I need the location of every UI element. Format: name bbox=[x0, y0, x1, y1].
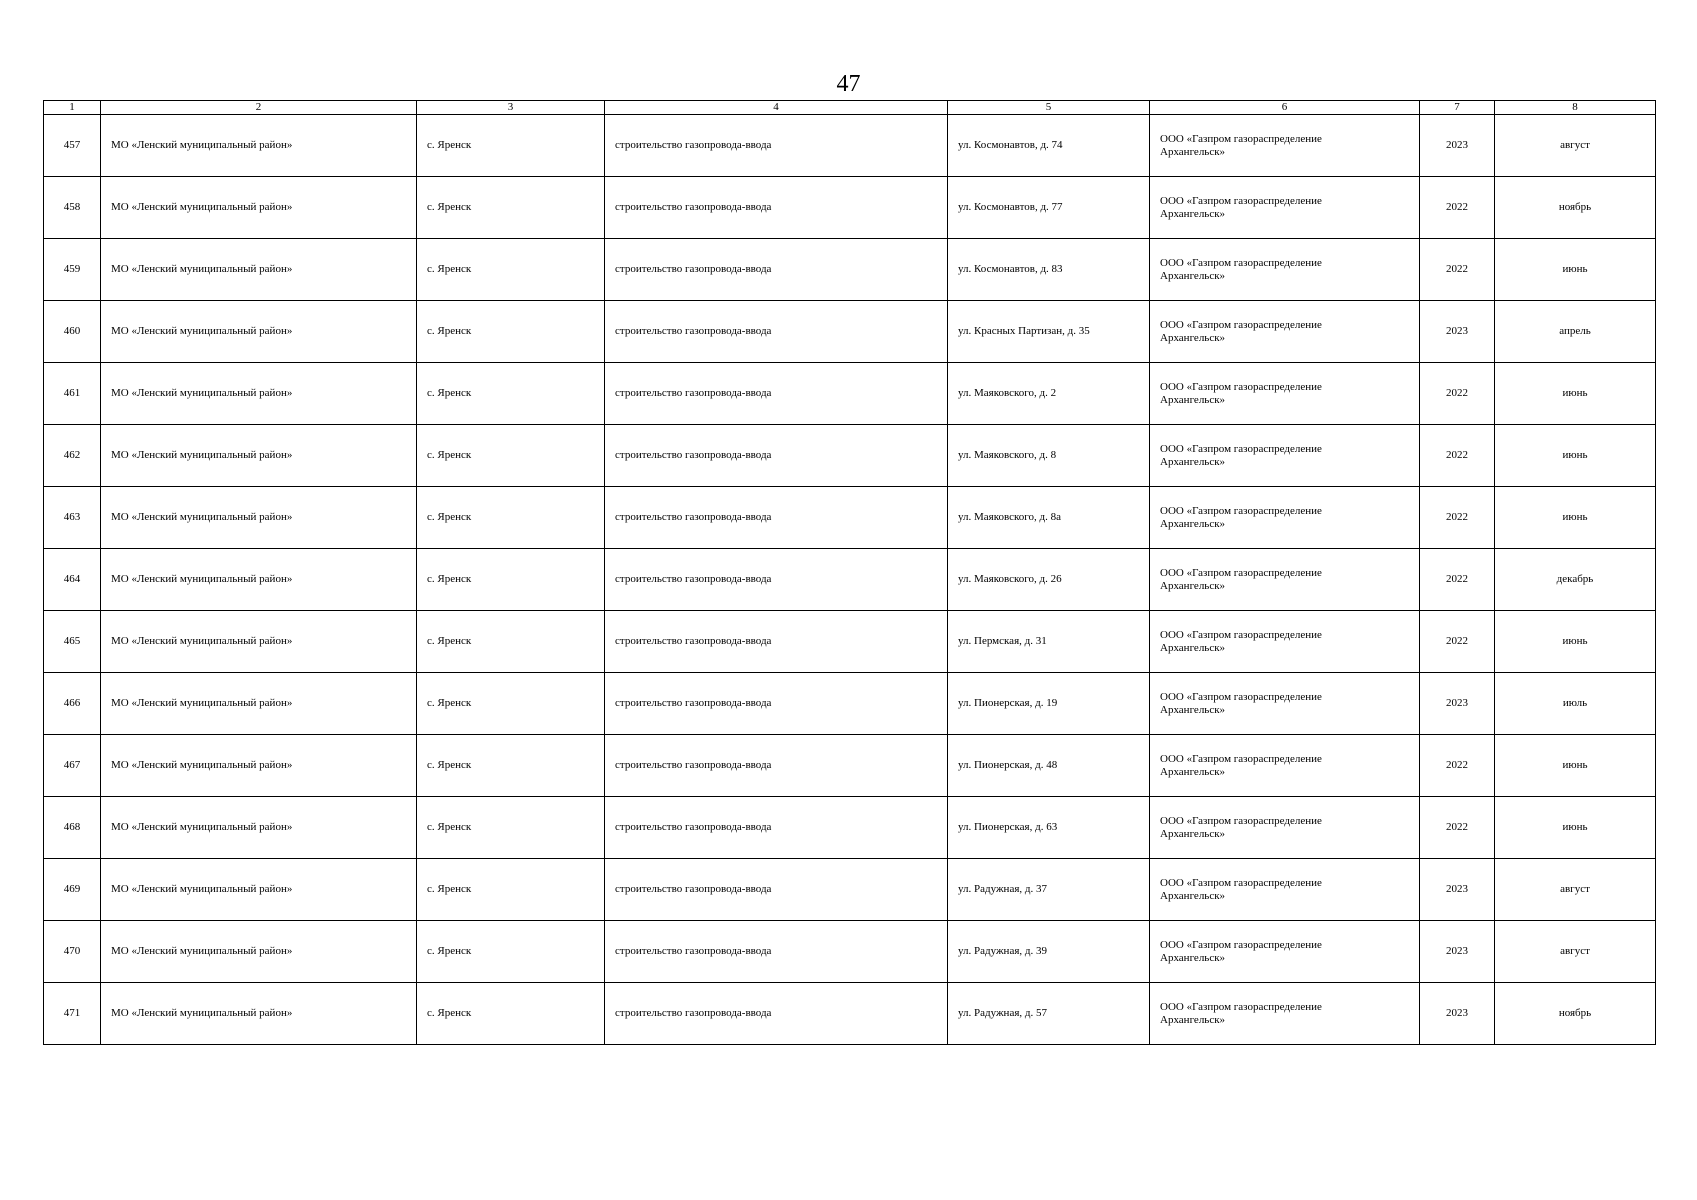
row-number-cell: 460 bbox=[44, 301, 101, 363]
work-type-cell: строительство газопровода-ввода bbox=[605, 549, 948, 611]
address-cell: ул. Радужная, д. 57 bbox=[948, 983, 1150, 1045]
year-cell: 2022 bbox=[1420, 549, 1495, 611]
year-cell: 2022 bbox=[1420, 797, 1495, 859]
address-cell: ул. Маяковского, д. 2 bbox=[948, 363, 1150, 425]
organization-line-1: ООО «Газпром газораспределение bbox=[1160, 690, 1322, 703]
row-number-cell: 464 bbox=[44, 549, 101, 611]
month-cell: ноябрь bbox=[1495, 177, 1656, 239]
organization-line-2: Архангельск» bbox=[1160, 827, 1226, 840]
settlement-cell: с. Яренск bbox=[417, 425, 605, 487]
row-number-cell: 462 bbox=[44, 425, 101, 487]
row-number-cell: 461 bbox=[44, 363, 101, 425]
organization-line-1: ООО «Газпром газораспределение bbox=[1160, 628, 1322, 641]
row-number-cell: 466 bbox=[44, 673, 101, 735]
address-cell: ул. Маяковского, д. 26 bbox=[948, 549, 1150, 611]
organization-line-1: ООО «Газпром газораспределение bbox=[1160, 752, 1322, 765]
organization-cell bbox=[1150, 859, 1420, 921]
municipality-cell: МО «Ленский муниципальный район» bbox=[101, 859, 417, 921]
month-cell: декабрь bbox=[1495, 549, 1656, 611]
organization-line-2: Архангельск» bbox=[1160, 455, 1226, 468]
column-header: 7 bbox=[1420, 101, 1495, 115]
row-number-cell: 465 bbox=[44, 611, 101, 673]
table-row bbox=[44, 425, 1656, 487]
organization-cell bbox=[1150, 983, 1420, 1045]
address-cell: ул. Космонавтов, д. 77 bbox=[948, 177, 1150, 239]
row-number-cell: 457 bbox=[44, 115, 101, 177]
page-number: 47 bbox=[836, 71, 861, 97]
column-header: 6 bbox=[1150, 101, 1420, 115]
year-cell: 2022 bbox=[1420, 363, 1495, 425]
settlement-cell: с. Яренск bbox=[417, 921, 605, 983]
organization-line-1: ООО «Газпром газораспределение bbox=[1160, 256, 1322, 269]
organization-line-2: Архангельск» bbox=[1160, 269, 1226, 282]
municipality-cell: МО «Ленский муниципальный район» bbox=[101, 983, 417, 1045]
settlement-cell: с. Яренск bbox=[417, 239, 605, 301]
month-cell: июнь bbox=[1495, 363, 1656, 425]
organization-line-2: Архангельск» bbox=[1160, 145, 1226, 158]
column-header: 3 bbox=[417, 101, 605, 115]
organization-line-2: Архангельск» bbox=[1160, 331, 1226, 344]
month-cell: июнь bbox=[1495, 239, 1656, 301]
address-cell: ул. Красных Партизан, д. 35 bbox=[948, 301, 1150, 363]
organization-line-1: ООО «Газпром газораспределение bbox=[1160, 442, 1322, 455]
organization-cell bbox=[1150, 797, 1420, 859]
organization-line-2: Архангельск» bbox=[1160, 579, 1226, 592]
organization-line-1: ООО «Газпром газораспределение bbox=[1160, 380, 1322, 393]
organization-cell bbox=[1150, 425, 1420, 487]
work-type-cell: строительство газопровода-ввода bbox=[605, 921, 948, 983]
settlement-cell: с. Яренск bbox=[417, 301, 605, 363]
month-cell: апрель bbox=[1495, 301, 1656, 363]
work-type-cell: строительство газопровода-ввода bbox=[605, 363, 948, 425]
organization-line-1: ООО «Газпром газораспределение bbox=[1160, 318, 1322, 331]
table-row bbox=[44, 115, 1656, 177]
organization-line-2: Архангельск» bbox=[1160, 1013, 1226, 1026]
address-cell: ул. Маяковского, д. 8 bbox=[948, 425, 1150, 487]
column-header: 1 bbox=[44, 101, 101, 115]
table-row bbox=[44, 859, 1656, 921]
work-type-cell: строительство газопровода-ввода bbox=[605, 487, 948, 549]
organization-line-1: ООО «Газпром газораспределение bbox=[1160, 876, 1322, 889]
organization-line-2: Архангельск» bbox=[1160, 517, 1226, 530]
work-type-cell: строительство газопровода-ввода bbox=[605, 797, 948, 859]
table-row bbox=[44, 301, 1656, 363]
year-cell: 2023 bbox=[1420, 673, 1495, 735]
municipality-cell: МО «Ленский муниципальный район» bbox=[101, 115, 417, 177]
month-cell: ноябрь bbox=[1495, 983, 1656, 1045]
month-cell: июнь bbox=[1495, 487, 1656, 549]
table-row bbox=[44, 487, 1656, 549]
organization-line-2: Архангельск» bbox=[1160, 207, 1226, 220]
municipality-cell: МО «Ленский муниципальный район» bbox=[101, 363, 417, 425]
row-number-cell: 463 bbox=[44, 487, 101, 549]
column-header: 4 bbox=[605, 101, 948, 115]
month-cell: август bbox=[1495, 921, 1656, 983]
settlement-cell: с. Яренск bbox=[417, 487, 605, 549]
organization-line-1: ООО «Газпром газораспределение bbox=[1160, 132, 1322, 145]
organization-line-1: ООО «Газпром газораспределение bbox=[1160, 504, 1322, 517]
organization-cell bbox=[1150, 673, 1420, 735]
year-cell: 2023 bbox=[1420, 115, 1495, 177]
organization-line-2: Архангельск» bbox=[1160, 703, 1226, 716]
organization-cell bbox=[1150, 735, 1420, 797]
year-cell: 2022 bbox=[1420, 611, 1495, 673]
year-cell: 2023 bbox=[1420, 301, 1495, 363]
address-cell: ул. Радужная, д. 39 bbox=[948, 921, 1150, 983]
column-header: 5 bbox=[948, 101, 1150, 115]
settlement-cell: с. Яренск bbox=[417, 983, 605, 1045]
table-row bbox=[44, 735, 1656, 797]
organization-cell bbox=[1150, 177, 1420, 239]
work-type-cell: строительство газопровода-ввода bbox=[605, 983, 948, 1045]
municipality-cell: МО «Ленский муниципальный район» bbox=[101, 735, 417, 797]
organization-line-2: Архангельск» bbox=[1160, 765, 1226, 778]
table-row bbox=[44, 549, 1656, 611]
table-row bbox=[44, 363, 1656, 425]
row-number-cell: 459 bbox=[44, 239, 101, 301]
settlement-cell: с. Яренск bbox=[417, 177, 605, 239]
municipality-cell: МО «Ленский муниципальный район» bbox=[101, 797, 417, 859]
work-type-cell: строительство газопровода-ввода bbox=[605, 239, 948, 301]
municipality-cell: МО «Ленский муниципальный район» bbox=[101, 177, 417, 239]
settlement-cell: с. Яренск bbox=[417, 363, 605, 425]
municipality-cell: МО «Ленский муниципальный район» bbox=[101, 487, 417, 549]
work-type-cell: строительство газопровода-ввода bbox=[605, 611, 948, 673]
column-header: 8 bbox=[1495, 101, 1656, 115]
month-cell: июнь bbox=[1495, 425, 1656, 487]
work-type-cell: строительство газопровода-ввода bbox=[605, 177, 948, 239]
work-type-cell: строительство газопровода-ввода bbox=[605, 859, 948, 921]
column-number-row bbox=[44, 101, 1656, 115]
organization-cell bbox=[1150, 487, 1420, 549]
municipality-cell: МО «Ленский муниципальный район» bbox=[101, 673, 417, 735]
table-row bbox=[44, 673, 1656, 735]
month-cell: июнь bbox=[1495, 611, 1656, 673]
month-cell: июнь bbox=[1495, 735, 1656, 797]
organization-cell bbox=[1150, 549, 1420, 611]
organization-cell bbox=[1150, 239, 1420, 301]
address-cell: ул. Пионерская, д. 48 bbox=[948, 735, 1150, 797]
settlement-cell: с. Яренск bbox=[417, 549, 605, 611]
month-cell: июль bbox=[1495, 673, 1656, 735]
organization-cell bbox=[1150, 115, 1420, 177]
year-cell: 2022 bbox=[1420, 487, 1495, 549]
municipality-cell: МО «Ленский муниципальный район» bbox=[101, 239, 417, 301]
work-type-cell: строительство газопровода-ввода bbox=[605, 115, 948, 177]
row-number-cell: 458 bbox=[44, 177, 101, 239]
work-type-cell: строительство газопровода-ввода bbox=[605, 735, 948, 797]
month-cell: август bbox=[1495, 859, 1656, 921]
table-row bbox=[44, 797, 1656, 859]
address-cell: ул. Пермская, д. 31 bbox=[948, 611, 1150, 673]
organization-line-2: Архангельск» bbox=[1160, 889, 1226, 902]
table-row bbox=[44, 177, 1656, 239]
organization-line-1: ООО «Газпром газораспределение bbox=[1160, 814, 1322, 827]
year-cell: 2022 bbox=[1420, 239, 1495, 301]
address-cell: ул. Космонавтов, д. 83 bbox=[948, 239, 1150, 301]
organization-line-2: Архангельск» bbox=[1160, 641, 1226, 654]
municipality-cell: МО «Ленский муниципальный район» bbox=[101, 549, 417, 611]
address-cell: ул. Радужная, д. 37 bbox=[948, 859, 1150, 921]
table-row bbox=[44, 239, 1656, 301]
year-cell: 2023 bbox=[1420, 983, 1495, 1045]
organization-line-1: ООО «Газпром газораспределение bbox=[1160, 194, 1322, 207]
settlement-cell: с. Яренск bbox=[417, 673, 605, 735]
table-row bbox=[44, 921, 1656, 983]
organization-cell bbox=[1150, 611, 1420, 673]
row-number-cell: 469 bbox=[44, 859, 101, 921]
settlement-cell: с. Яренск bbox=[417, 611, 605, 673]
settlement-cell: с. Яренск bbox=[417, 115, 605, 177]
year-cell: 2023 bbox=[1420, 921, 1495, 983]
organization-cell bbox=[1150, 921, 1420, 983]
organization-line-1: ООО «Газпром газораспределение bbox=[1160, 1000, 1322, 1013]
municipality-cell: МО «Ленский муниципальный район» bbox=[101, 611, 417, 673]
settlement-cell: с. Яренск bbox=[417, 735, 605, 797]
month-cell: июнь bbox=[1495, 797, 1656, 859]
settlement-cell: с. Яренск bbox=[417, 859, 605, 921]
municipality-cell: МО «Ленский муниципальный район» bbox=[101, 301, 417, 363]
municipality-cell: МО «Ленский муниципальный район» bbox=[101, 425, 417, 487]
organization-line-1: ООО «Газпром газораспределение bbox=[1160, 566, 1322, 579]
organization-cell bbox=[1150, 301, 1420, 363]
year-cell: 2022 bbox=[1420, 425, 1495, 487]
table-body bbox=[44, 115, 1656, 1045]
table-row bbox=[44, 611, 1656, 673]
year-cell: 2022 bbox=[1420, 177, 1495, 239]
organization-line-2: Архангельск» bbox=[1160, 951, 1226, 964]
table-row bbox=[44, 983, 1656, 1045]
organization-cell bbox=[1150, 363, 1420, 425]
year-cell: 2022 bbox=[1420, 735, 1495, 797]
address-cell: ул. Пионерская, д. 63 bbox=[948, 797, 1150, 859]
address-cell: ул. Пионерская, д. 19 bbox=[948, 673, 1150, 735]
organization-line-2: Архангельск» bbox=[1160, 393, 1226, 406]
work-type-cell: строительство газопровода-ввода bbox=[605, 301, 948, 363]
year-cell: 2023 bbox=[1420, 859, 1495, 921]
column-header: 2 bbox=[101, 101, 417, 115]
work-type-cell: строительство газопровода-ввода bbox=[605, 425, 948, 487]
row-number-cell: 470 bbox=[44, 921, 101, 983]
address-cell: ул. Космонавтов, д. 74 bbox=[948, 115, 1150, 177]
row-number-cell: 471 bbox=[44, 983, 101, 1045]
row-number-cell: 467 bbox=[44, 735, 101, 797]
work-type-cell: строительство газопровода-ввода bbox=[605, 673, 948, 735]
organization-line-1: ООО «Газпром газораспределение bbox=[1160, 938, 1322, 951]
row-number-cell: 468 bbox=[44, 797, 101, 859]
municipality-cell: МО «Ленский муниципальный район» bbox=[101, 921, 417, 983]
data-table bbox=[43, 100, 1656, 1045]
settlement-cell: с. Яренск bbox=[417, 797, 605, 859]
address-cell: ул. Маяковского, д. 8а bbox=[948, 487, 1150, 549]
month-cell: август bbox=[1495, 115, 1656, 177]
